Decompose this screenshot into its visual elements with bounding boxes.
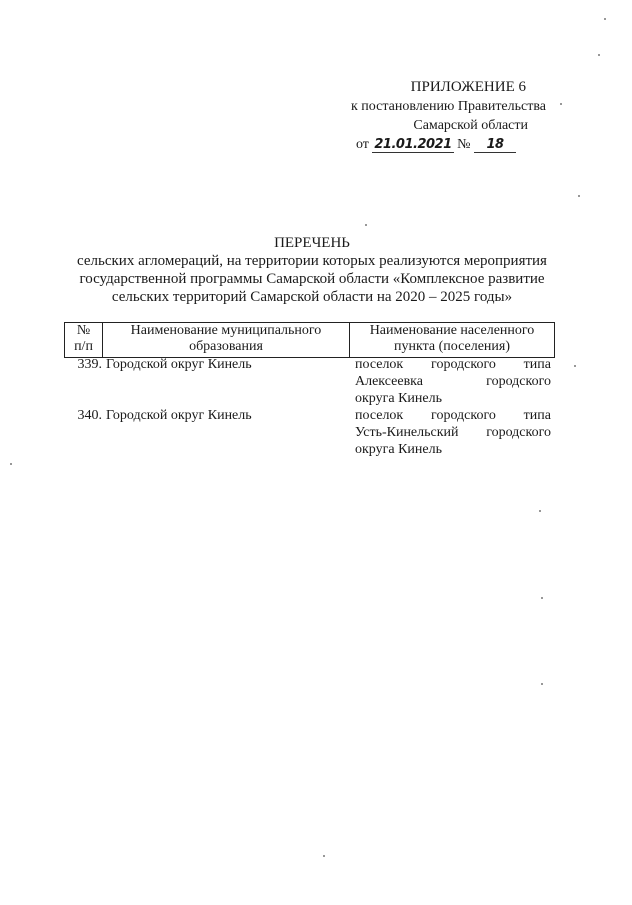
header-number: [65, 323, 103, 357]
locality-line: поселок городского типа: [355, 357, 551, 372]
header-municipality-line: образования: [189, 339, 263, 354]
row-number: 339.: [77, 357, 102, 372]
header-number-line: п/п: [74, 339, 93, 354]
appendix-title: ПРИЛОЖЕНИЕ 6: [410, 79, 526, 95]
header-locality-line: Наименование населенного: [369, 323, 535, 338]
scan-speck: [560, 103, 562, 105]
header-municipality-line: Наименование муниципального: [130, 323, 322, 338]
appendix-resolution-line: к постановлению Правительства: [350, 99, 546, 114]
scan-speck: [604, 18, 606, 20]
scan-speck: [323, 855, 325, 857]
scan-speck: [574, 365, 576, 367]
document-heading: ПЕРЕЧЕНЬ: [274, 235, 350, 251]
table-body: [64, 356, 553, 458]
document-subtitle-line: государственной программы Самарской области «Комплексное развитие: [79, 271, 545, 287]
scan-speck: [539, 510, 541, 512]
handwritten-number: 18: [474, 138, 516, 153]
appendix-date-line: [306, 135, 516, 154]
row-number: 340.: [77, 408, 102, 423]
appendix-block: [306, 78, 546, 154]
header-locality: [350, 323, 554, 357]
locality-line: поселок городского типа: [355, 408, 551, 423]
row-locality: [355, 356, 551, 407]
table-row: [64, 356, 553, 407]
row-municipality: Городской округ Кинель: [106, 408, 252, 423]
scan-speck: [541, 683, 543, 685]
appendix-region-line: Самарской области: [413, 118, 528, 133]
header-locality-line: пункта (поселения): [394, 339, 510, 354]
locality-line: Алексеевка городского: [355, 374, 551, 389]
table-header: [64, 322, 555, 358]
scan-speck: [10, 463, 12, 465]
locality-line: Усть-Кинельский городского: [355, 425, 551, 440]
row-municipality: Городской округ Кинель: [106, 357, 252, 372]
document-subtitle-line: сельских агломераций, на территории которых реализуются мероприятия: [77, 253, 547, 269]
handwritten-date: 21.01.2021: [374, 137, 452, 152]
scan-speck: [598, 54, 600, 56]
scan-speck: [365, 224, 367, 226]
number-prefix: №: [457, 137, 471, 152]
locality-line: округа Кинель: [355, 442, 442, 457]
list-title-block: [0, 234, 632, 306]
header-number-line: №: [76, 323, 91, 338]
scan-speck: [578, 195, 580, 197]
document-subtitle-line: сельских территорий Самарской области на 2020 – 2025 годы»: [111, 289, 513, 305]
date-prefix: от: [355, 137, 369, 152]
row-locality: [355, 407, 551, 458]
locality-line: округа Кинель: [355, 391, 442, 406]
scan-speck: [541, 597, 543, 599]
table-row: [64, 407, 553, 458]
header-municipality: [103, 323, 350, 357]
